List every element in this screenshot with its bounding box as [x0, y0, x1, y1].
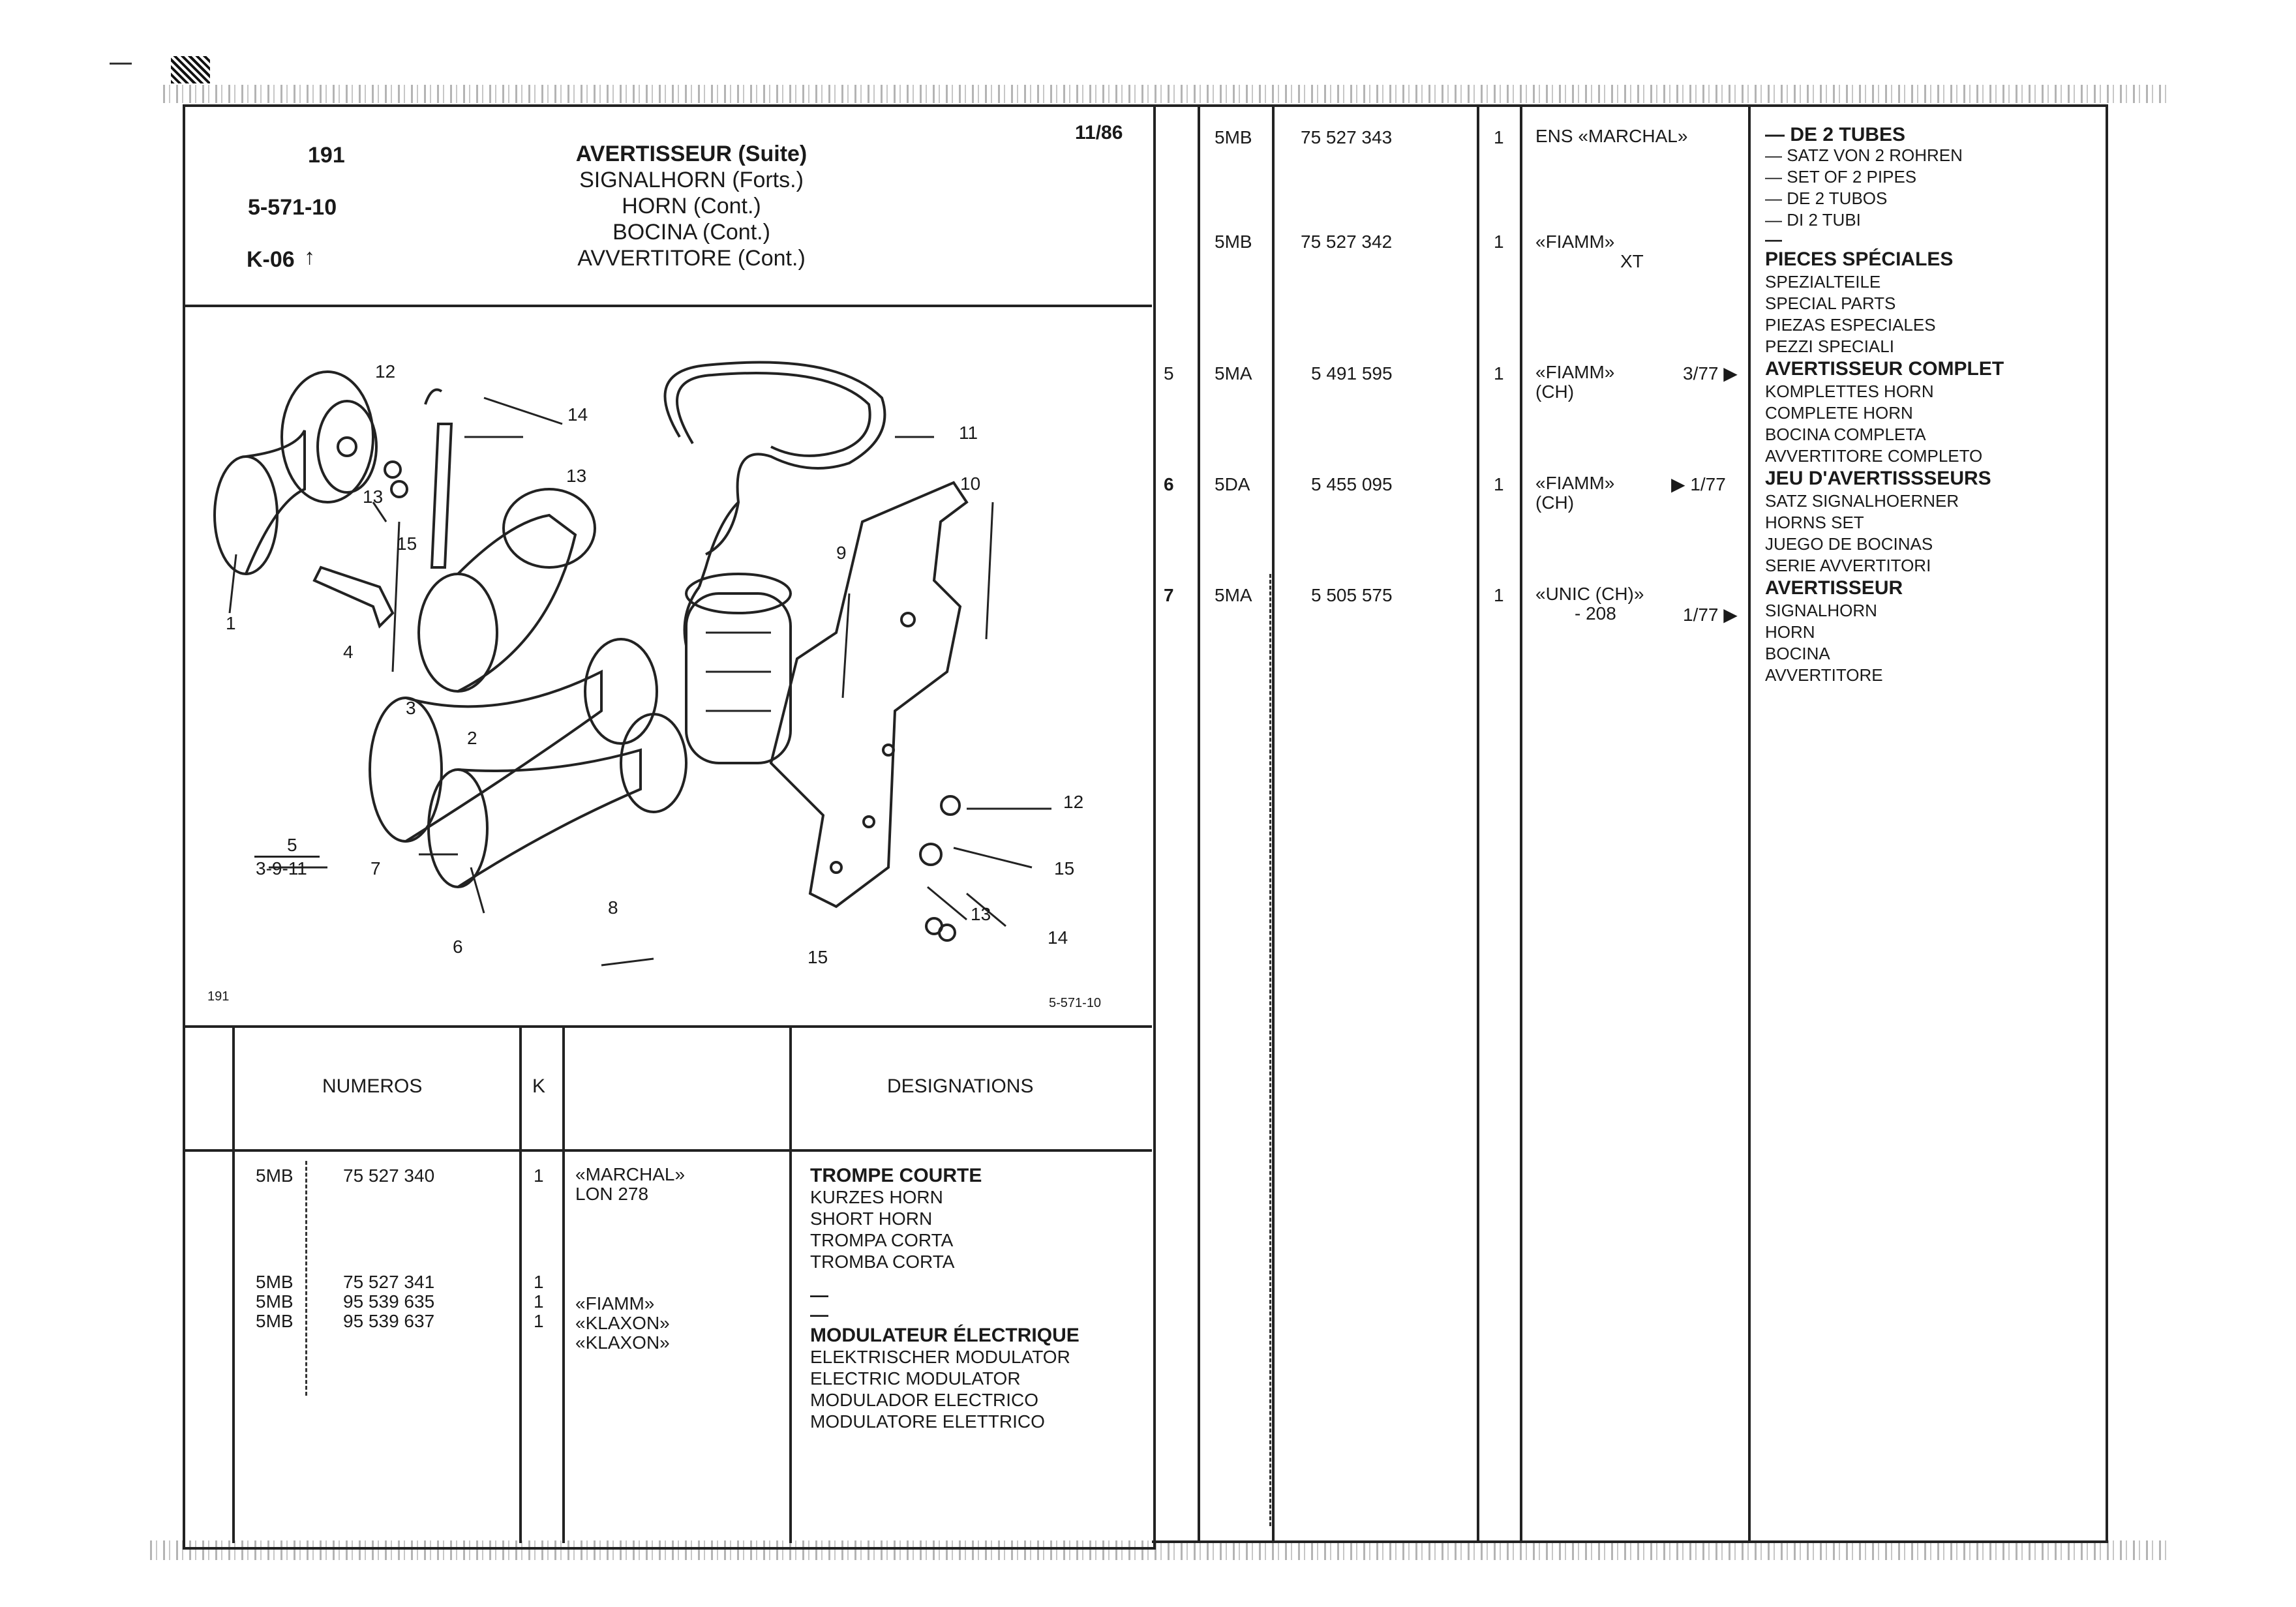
right-dash-number	[1269, 574, 1271, 1526]
table-header-divider	[184, 1149, 1152, 1152]
section-code: K-06	[247, 247, 295, 272]
right-col-sep-end	[2106, 104, 2108, 1543]
row7-number: 5 505 575	[1311, 585, 1393, 605]
row5-number: 5 491 595	[1311, 363, 1393, 383]
col-header-designations: DESIGNATIONS	[887, 1075, 1034, 1097]
scan-dash	[110, 63, 132, 65]
ref-fraction-top: 5	[287, 835, 297, 855]
designation-line: BOCINA	[1765, 644, 1830, 663]
designation-line: MODULADOR ELECTRICO	[810, 1390, 1039, 1410]
table-row-k: 1	[534, 1291, 544, 1312]
designation-line: — DI 2 TUBI	[1765, 210, 1861, 230]
row5-ref: 5	[1164, 363, 1174, 383]
section-arrow-icon: ↑	[304, 245, 315, 269]
trumpet-7-bell	[370, 698, 442, 841]
designation-line: HORN	[1765, 622, 1815, 642]
supplier-line: XT	[1620, 251, 1644, 271]
supplier-line: «UNIC (CH)»	[1535, 584, 1644, 604]
supplier-line: LON 278	[575, 1184, 649, 1204]
right-col-sep-k	[1520, 104, 1522, 1543]
title-line-fr: AVERTISSEUR (Suite)	[575, 142, 808, 166]
figure-corner-right: 5-571-10	[1049, 996, 1102, 1010]
callout-12: 12	[375, 361, 396, 382]
supplier-line: «KLAXON»	[575, 1313, 670, 1333]
designation-line: AVVERTITORE	[1765, 665, 1883, 685]
designation-line: SATZ SIGNALHOERNER	[1765, 491, 1959, 511]
designation-bold: JEU D'AVERTISSSEURS	[1765, 468, 1991, 489]
left-col-suppliers	[575, 1165, 685, 1353]
ref-code: 5-571-10	[248, 195, 337, 220]
scan-mark-icon	[171, 56, 210, 83]
callout-13-left: 13	[363, 487, 384, 507]
supplier-line: «MARCHAL»	[575, 1164, 686, 1184]
row6-k: 1	[1494, 474, 1504, 494]
table-row-number: 75 527 341	[343, 1272, 435, 1292]
row7-date: 1/77 ▶	[1683, 605, 1738, 625]
figure-divider	[184, 1025, 1152, 1028]
designation-line: SERIE AVVERTITORI	[1765, 556, 1931, 575]
supplier-line: «FIAMM»	[1535, 362, 1615, 382]
table-row-code: 5MB	[256, 1311, 294, 1331]
callout-2: 2	[467, 728, 477, 748]
callout-12-right: 12	[1063, 792, 1084, 812]
row7-supplier	[1535, 584, 1644, 623]
table-row-number: 95 539 637	[343, 1311, 435, 1331]
designation-line: KOMPLETTES HORN	[1765, 382, 1934, 401]
designation-bold: TROMPE COURTE	[810, 1165, 982, 1186]
figure-corner-left: 191	[207, 989, 230, 1004]
callout-4: 4	[343, 642, 354, 662]
right-col-sep-code	[1272, 104, 1275, 1543]
designation-line: PIEZAS ESPECIALES	[1765, 315, 1936, 335]
designation-line: BOCINA COMPLETA	[1765, 425, 1926, 444]
designation-line: — SATZ VON 2 ROHREN	[1765, 145, 1963, 165]
bracket-10	[771, 483, 967, 907]
left-col-k	[534, 1165, 544, 1331]
designation-line: SPEZIALTEILE	[1765, 272, 1881, 292]
row7-ref: 7	[1164, 585, 1174, 605]
right-panel-top	[1152, 104, 2107, 107]
supplier-line: «FIAMM»	[575, 1293, 655, 1314]
callout-15-bottom: 15	[808, 947, 828, 967]
row2-k: 1	[1494, 232, 1504, 252]
designation-bold: AVERTISSEUR COMPLET	[1765, 358, 2004, 380]
row6-code: 5DA	[1215, 474, 1250, 494]
scan-noise-top	[163, 85, 2172, 103]
row2-supplier	[1535, 232, 1644, 271]
designation-line: PEZZI SPECIALI	[1765, 337, 1894, 356]
designation-line: — DE 2 TUBOS	[1765, 188, 1888, 208]
row5-date: 3/77 ▶	[1683, 363, 1738, 383]
left-col-codes	[256, 1165, 294, 1331]
designation-bold: —	[810, 1285, 828, 1305]
row6-supplier	[1535, 473, 1614, 513]
left-col-sep-2	[519, 1027, 522, 1543]
designation-bold: —	[810, 1304, 828, 1325]
right-col-sep-number	[1477, 104, 1479, 1543]
supplier-line: ENS «MARCHAL»	[1535, 126, 1688, 146]
callout-14-bottom: 14	[1048, 927, 1068, 948]
horn-1-bell	[215, 457, 277, 574]
designation-line: MODULATORE ELETTRICO	[810, 1411, 1045, 1432]
row5-k: 1	[1494, 363, 1504, 383]
row1-k: 1	[1494, 127, 1504, 147]
row2-number: 75 527 342	[1301, 232, 1393, 252]
designation-line: ELECTRIC MODULATOR	[810, 1368, 1021, 1389]
designation-bold: AVERTISSEUR	[1765, 577, 1903, 599]
row1-number: 75 527 343	[1301, 127, 1393, 147]
designation-line: TROMPA CORTA	[810, 1230, 954, 1250]
supplier-line: «KLAXON»	[575, 1332, 670, 1353]
designation-line: COMPLETE HORN	[1765, 403, 1913, 423]
supplier-line: «FIAMM»	[1535, 232, 1615, 252]
callout-8: 8	[608, 897, 618, 918]
exploded-diagram	[184, 307, 1152, 1024]
right-col-sep-supplier	[1748, 104, 1751, 1543]
col-header-k: K	[532, 1075, 546, 1097]
row5-code: 5MA	[1215, 363, 1252, 383]
callout-14: 14	[567, 404, 588, 425]
title-line-it: AVVERTITORE (Cont.)	[577, 246, 806, 271]
header-title	[509, 141, 874, 271]
table-row-k: 1	[534, 1272, 544, 1292]
supplier-line: «FIAMM»	[1535, 473, 1615, 493]
supplier-line: (CH)	[1535, 492, 1575, 513]
row7-k: 1	[1494, 585, 1504, 605]
callout-13: 13	[566, 466, 587, 486]
row1-code: 5MB	[1215, 127, 1252, 147]
designation-bold: — DE 2 TUBES	[1765, 124, 1906, 145]
designation-bold: MODULATEUR ÉLECTRIQUE	[810, 1325, 1080, 1346]
callout-7: 7	[370, 858, 381, 879]
trumpet-8-bell	[429, 770, 487, 887]
table-row-code: 5MB	[256, 1165, 294, 1186]
header-date: 11/86	[1075, 122, 1123, 143]
designation-bold: —	[1765, 230, 1782, 249]
designation-line: AVVERTITORE COMPLETO	[1765, 446, 1983, 466]
table-row-code: 5MB	[256, 1272, 294, 1292]
row5-supplier	[1535, 363, 1614, 402]
row6-number: 5 455 095	[1311, 474, 1393, 494]
title-line-en: HORN (Cont.)	[622, 194, 761, 218]
designation-line: SHORT HORN	[810, 1209, 933, 1229]
right-panel-bottom	[1152, 1540, 2107, 1543]
supplier-line: - 208	[1575, 603, 1616, 623]
designation-line: — SET OF 2 PIPES	[1765, 167, 1917, 187]
left-dash-code	[305, 1161, 307, 1396]
callout-15-right: 15	[1054, 858, 1075, 879]
designation-line: ELEKTRISCHER MODULATOR	[810, 1347, 1070, 1367]
page-number: 191	[308, 143, 345, 168]
left-col-numbers	[343, 1165, 434, 1331]
row2-code: 5MB	[1215, 232, 1252, 252]
row6-ref: 6	[1164, 474, 1174, 494]
designation-line: SPECIAL PARTS	[1765, 293, 1896, 313]
table-row-number: 95 539 635	[343, 1291, 435, 1312]
table-row-k: 1	[534, 1311, 544, 1331]
left-col-sep-3	[562, 1027, 565, 1543]
left-col-sep-1	[232, 1027, 235, 1543]
designation-line: KURZES HORN	[810, 1187, 943, 1207]
col-header-numeros: NUMEROS	[322, 1075, 423, 1097]
callout-10: 10	[960, 473, 981, 494]
right-col-sep-ref	[1198, 104, 1200, 1543]
callout-6: 6	[453, 937, 463, 957]
row6-date: ▶ 1/77	[1671, 474, 1726, 494]
table-row-number: 75 527 340	[343, 1165, 435, 1186]
callout-15: 15	[397, 533, 417, 554]
designation-bold: PIECES SPÉCIALES	[1765, 248, 1954, 270]
modulator-9	[686, 593, 791, 763]
left-col-designations	[810, 1165, 1080, 1432]
callout-13-bottom: 13	[971, 904, 991, 924]
table-row-k: 1	[534, 1165, 544, 1186]
row7-code: 5MA	[1215, 585, 1252, 605]
left-col-sep-4	[789, 1027, 792, 1543]
right-col-designations	[1765, 125, 2004, 686]
title-line-de: SIGNALHORN (Forts.)	[579, 168, 804, 192]
callout-1: 1	[226, 613, 236, 633]
callout-11: 11	[959, 423, 978, 443]
ref-fraction-bottom: 3-9-11	[256, 858, 307, 879]
ref-fraction-bar	[254, 856, 320, 858]
callout-3: 3	[406, 698, 416, 718]
designation-line: SIGNALHORN	[1765, 601, 1877, 620]
table-row-code: 5MB	[256, 1291, 294, 1312]
designation-line: JUEGO DE BOCINAS	[1765, 534, 1933, 554]
title-line-es: BOCINA (Cont.)	[612, 220, 770, 245]
designation-line: HORNS SET	[1765, 513, 1864, 532]
designation-line: TROMBA CORTA	[810, 1252, 955, 1272]
callout-9: 9	[836, 543, 847, 563]
supplier-line: (CH)	[1535, 382, 1575, 402]
row1-supplier	[1535, 127, 1687, 146]
